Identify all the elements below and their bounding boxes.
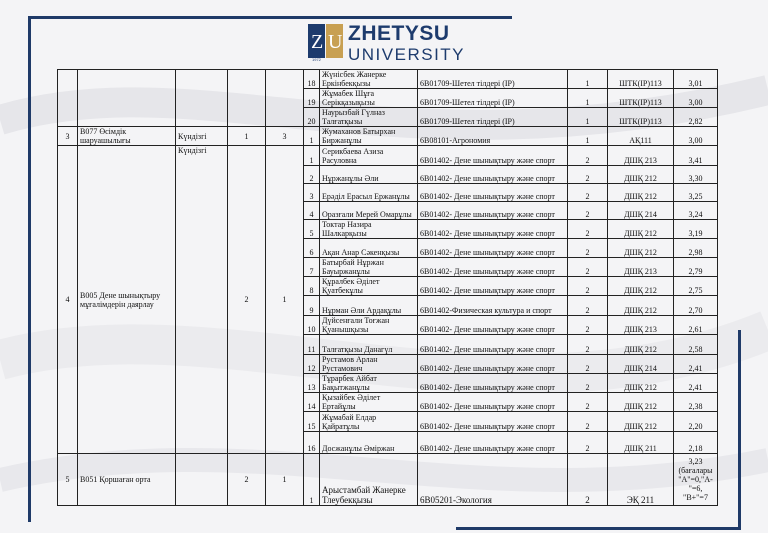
group: ДШҚ 212 [608,277,674,296]
course: 2 [568,184,608,202]
program: 6В01402- Дене шынықтыру және спорт [418,316,568,335]
course: 2 [568,202,608,220]
program: 6В01709-Шетел тілдері (IP) [418,70,568,89]
course: 2 [568,166,608,184]
gpa: 2,61 [674,316,718,335]
program: 6В08101-Агрономия [418,127,568,146]
row-number: 2 [304,166,320,184]
study-form: Күндізгі [176,127,228,146]
group: ДШҚ 214 [608,355,674,374]
gpa: 2,41 [674,355,718,374]
cell-empty [58,70,78,127]
table-row [58,454,718,506]
cell-empty [176,70,228,127]
gpa: 3,41 [674,146,718,166]
svg-text:Z: Z [311,31,324,53]
student-name: Наурызбай Гүлназ Талғатқызы [320,108,418,127]
row-number: 7 [304,258,320,277]
svg-text:U: U [328,31,343,53]
row-number: 16 [304,432,320,454]
block-index: 5 [58,454,78,506]
gpa: 2,98 [674,239,718,258]
gpa: 2,75 [674,277,718,296]
row-number: 9 [304,296,320,316]
frame-line-bottom [456,527,741,530]
row-number: 15 [304,412,320,432]
row-number: 3 [304,184,320,202]
group: ДШҚ 213 [608,258,674,277]
group: АҚ111 [608,127,674,146]
program: 6В01709-Шетел тілдері (IP) [418,108,568,127]
group: ДШҚ 212 [608,220,674,239]
group: ДШҚ 212 [608,393,674,412]
grant-count: 1 [266,454,304,506]
gpa: 2,70 [674,296,718,316]
study-form [176,454,228,506]
course: 2 [568,258,608,277]
student-name: Батырбай Нұржан Бауыржанұлы [320,258,418,277]
row-number: 19 [304,89,320,108]
logo-title-line1: ZHETYSU [348,22,450,45]
course: 2 [568,335,608,355]
row-number: 10 [304,316,320,335]
gpa: 2,18 [674,432,718,454]
logo-year: 1972 [312,57,321,62]
program: 6В01402- Дене шынықтыру және спорт [418,374,568,393]
gpa: 2,20 [674,412,718,432]
course: 2 [568,412,608,432]
row-number: 5 [304,220,320,239]
block-index: 4 [58,146,78,454]
grant-count: 3 [266,127,304,146]
row-number: 8 [304,277,320,296]
logo-title-line2: UNIVERSITY [348,45,466,64]
program: 6В01402- Дене шынықтыру және спорт [418,393,568,412]
block-course: 2 [228,146,266,454]
group: ШТК(IP)113 [608,70,674,89]
course: 2 [568,296,608,316]
students-ranking-table [57,69,718,506]
gpa: 3,30 [674,166,718,184]
gpa: 3,01 [674,70,718,89]
course: 2 [568,220,608,239]
course: 2 [568,316,608,335]
program: 6В01402- Дене шынықтыру және спорт [418,239,568,258]
specialty: В005 Дене шынықтыру мұғалімдерін даярлау [78,146,176,454]
program: 6В05201-Экология [418,454,568,506]
frame-line-left [28,16,31,522]
course: 1 [568,127,608,146]
student-name: Тұрарбек Айбат Бақытжанұлы [320,374,418,393]
row-number: 6 [304,239,320,258]
group: ДШҚ 212 [608,335,674,355]
program: 6В01402- Дене шынықтыру және спорт [418,258,568,277]
group: ДШҚ 212 [608,296,674,316]
program: 6В01402- Дене шынықтыру және спорт [418,146,568,166]
student-name: Нұржанұлы Әли [320,166,418,184]
program: 6В01402- Дене шынықтыру және спорт [418,335,568,355]
frame-line-top [28,16,512,19]
table-row [58,127,718,146]
row-number: 18 [304,70,320,89]
program: 6В01402- Дене шынықтыру және спорт [418,277,568,296]
gpa: 3,24 [674,202,718,220]
student-name: Жұмабай Елдар Қайратұлы [320,412,418,432]
group: ДШҚ 211 [608,432,674,454]
student-name: Құралбек Әділет Қуатбекұлы [320,277,418,296]
cell-empty [266,70,304,127]
gpa: 3,00 [674,89,718,108]
row-number: 12 [304,355,320,374]
course: 2 [568,374,608,393]
student-name: Ерәділ Ерасыл Ержанұлы [320,184,418,202]
group: ДШҚ 213 [608,146,674,166]
cell-empty [228,70,266,127]
university-logo [308,24,468,64]
student-name: Жүнісбек Жанерке Еркінбекқызы [320,70,418,89]
student-name: Рустамов Арлан Рустамович [320,355,418,374]
group: ШТК(IP)113 [608,108,674,127]
student-name: Жұмабек Шұға Серікқазықызы [320,89,418,108]
row-number: 13 [304,374,320,393]
group: ДШҚ 212 [608,412,674,432]
gpa: 2,38 [674,393,718,412]
course: 1 [568,108,608,127]
study-form: Күндізгі [176,146,228,454]
student-name: Қызайбек Әділет Ертайұлы [320,393,418,412]
group: ДШҚ 212 [608,184,674,202]
student-name: Серикбаева Азиза Расуловна [320,146,418,166]
gpa: 2,58 [674,335,718,355]
course: 2 [568,355,608,374]
student-name: Нұрман Әли Ардақұлы [320,296,418,316]
gpa: 3,25 [674,184,718,202]
group: ДШҚ 212 [608,239,674,258]
row-number: 11 [304,335,320,355]
group: ДШҚ 212 [608,166,674,184]
gpa: 3,19 [674,220,718,239]
group: ДШҚ 214 [608,202,674,220]
block-course: 2 [228,454,266,506]
course: 2 [568,146,608,166]
block-course: 1 [228,127,266,146]
program: 6В01402- Дене шынықтыру және спорт [418,432,568,454]
course: 1 [568,89,608,108]
table-row [58,70,718,89]
course: 2 [568,239,608,258]
program: 6В01402- Дене шынықтыру және спорт [418,202,568,220]
program: 6В01402- Дене шынықтыру және спорт [418,184,568,202]
group: ДШҚ 212 [608,374,674,393]
group: ЭҚ 211 [608,454,674,506]
group: ШТК(IP)113 [608,89,674,108]
student-name: Оразғали Мерей Омарұлы [320,202,418,220]
logo-emblem-icon [308,24,344,62]
specialty: В077 Өсімдік шаруашылығы [78,127,176,146]
row-number: 1 [304,146,320,166]
student-name: Жумаханов Батырхан Биржанұлы [320,127,418,146]
group: ДШҚ 213 [608,316,674,335]
row-number: 1 [304,127,320,146]
student-name: Дүйсенғали Тоғжан Қуанышқызы [320,316,418,335]
block-index: 3 [58,127,78,146]
gpa: 2,82 [674,108,718,127]
row-number: 14 [304,393,320,412]
program: 6В01709-Шетел тілдері (IP) [418,89,568,108]
row-number: 20 [304,108,320,127]
row-number: 4 [304,202,320,220]
cell-empty [78,70,176,127]
course: 2 [568,454,608,506]
program: 6В01402- Дене шынықтыру және спорт [418,412,568,432]
specialty: В051 Қоршаған орта [78,454,176,506]
program: 6В01402-Физическая культура и спорт [418,296,568,316]
frame-line-right [738,330,741,530]
gpa: 2,41 [674,374,718,393]
table-row [58,146,718,166]
course: 1 [568,70,608,89]
course: 2 [568,432,608,454]
row-number: 1 [304,454,320,506]
course: 2 [568,277,608,296]
student-name: Токтар Назира Шалкарқызы [320,220,418,239]
program: 6В01402- Дене шынықтыру және спорт [418,166,568,184]
gpa: 3,00 [674,127,718,146]
student-name: Досжанұлы Әміржан [320,432,418,454]
program: 6В01402- Дене шынықтыру және спорт [418,220,568,239]
grant-count: 1 [266,146,304,454]
gpa: 3,23 (бағалары "A"=0,"A-"=6, "B+"=7 [674,454,718,506]
student-name: Ақан Анар Сәкенқызы [320,239,418,258]
student-name: Арыстамбай Жанерке Тлеубекқызы [320,454,418,506]
program: 6В01402- Дене шынықтыру және спорт [418,355,568,374]
course: 2 [568,393,608,412]
gpa: 2,79 [674,258,718,277]
student-name: Талғатқызы Данагүл [320,335,418,355]
